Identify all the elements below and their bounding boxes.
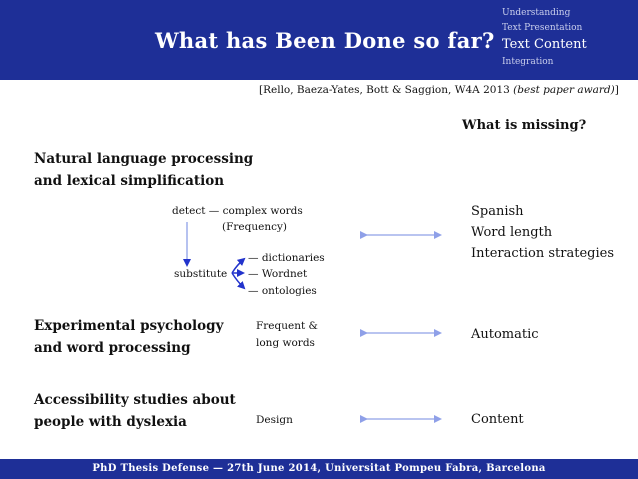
branch-arrow-dictionaries bbox=[232, 259, 244, 273]
substitute-label: substitute bbox=[174, 268, 228, 280]
psychology-heading-line2: and word processing bbox=[34, 340, 191, 356]
detect-label: detect — complex words bbox=[172, 205, 303, 217]
nlp-heading-line2: and lexical simplification bbox=[34, 173, 225, 189]
frequent-note-line1: Frequent & bbox=[256, 320, 318, 332]
citation-close: ] bbox=[614, 84, 619, 96]
accessibility-heading-line1: Accessibility studies about bbox=[34, 392, 236, 408]
nav-integration[interactable]: Integration bbox=[502, 57, 554, 67]
frequent-note-line2: long words bbox=[256, 337, 315, 349]
missing-content: Content bbox=[471, 412, 524, 427]
missing-spanish: Spanish bbox=[471, 204, 524, 219]
missing-automatic: Automatic bbox=[471, 327, 539, 342]
missing-interaction-strategies: Interaction strategies bbox=[471, 246, 615, 261]
nlp-heading-line1: Natural language processing bbox=[34, 151, 254, 167]
missing-heading: What is missing? bbox=[462, 118, 587, 133]
frequency-label: (Frequency) bbox=[222, 221, 287, 233]
nav-text-content[interactable]: Text Content bbox=[502, 37, 587, 52]
design-note: Design bbox=[256, 414, 293, 426]
slide-title: What has Been Done so far? bbox=[155, 28, 495, 53]
citation-main: [Rello, Baeza-Yates, Bott & Saggion, W4A 2013 bbox=[259, 84, 514, 96]
nav-text-presentation[interactable]: Text Presentation bbox=[502, 23, 583, 33]
nav-understanding[interactable]: Understanding bbox=[502, 8, 571, 18]
footer-bar: PhD Thesis Defense — 27th June 2014, Universitat Pompeu Fabra, Barcelona bbox=[0, 459, 638, 479]
branch-arrow-ontologies bbox=[232, 273, 244, 288]
resource-dictionaries: — dictionaries bbox=[248, 252, 325, 264]
citation-award: (best paper award) bbox=[513, 84, 615, 96]
resource-wordnet: — Wordnet bbox=[248, 268, 308, 280]
psychology-heading-line1: Experimental psychology bbox=[34, 318, 224, 334]
accessibility-heading-line2: people with dyslexia bbox=[34, 414, 187, 430]
missing-word-length: Word length bbox=[471, 225, 553, 240]
resource-ontologies: — ontologies bbox=[248, 285, 317, 297]
